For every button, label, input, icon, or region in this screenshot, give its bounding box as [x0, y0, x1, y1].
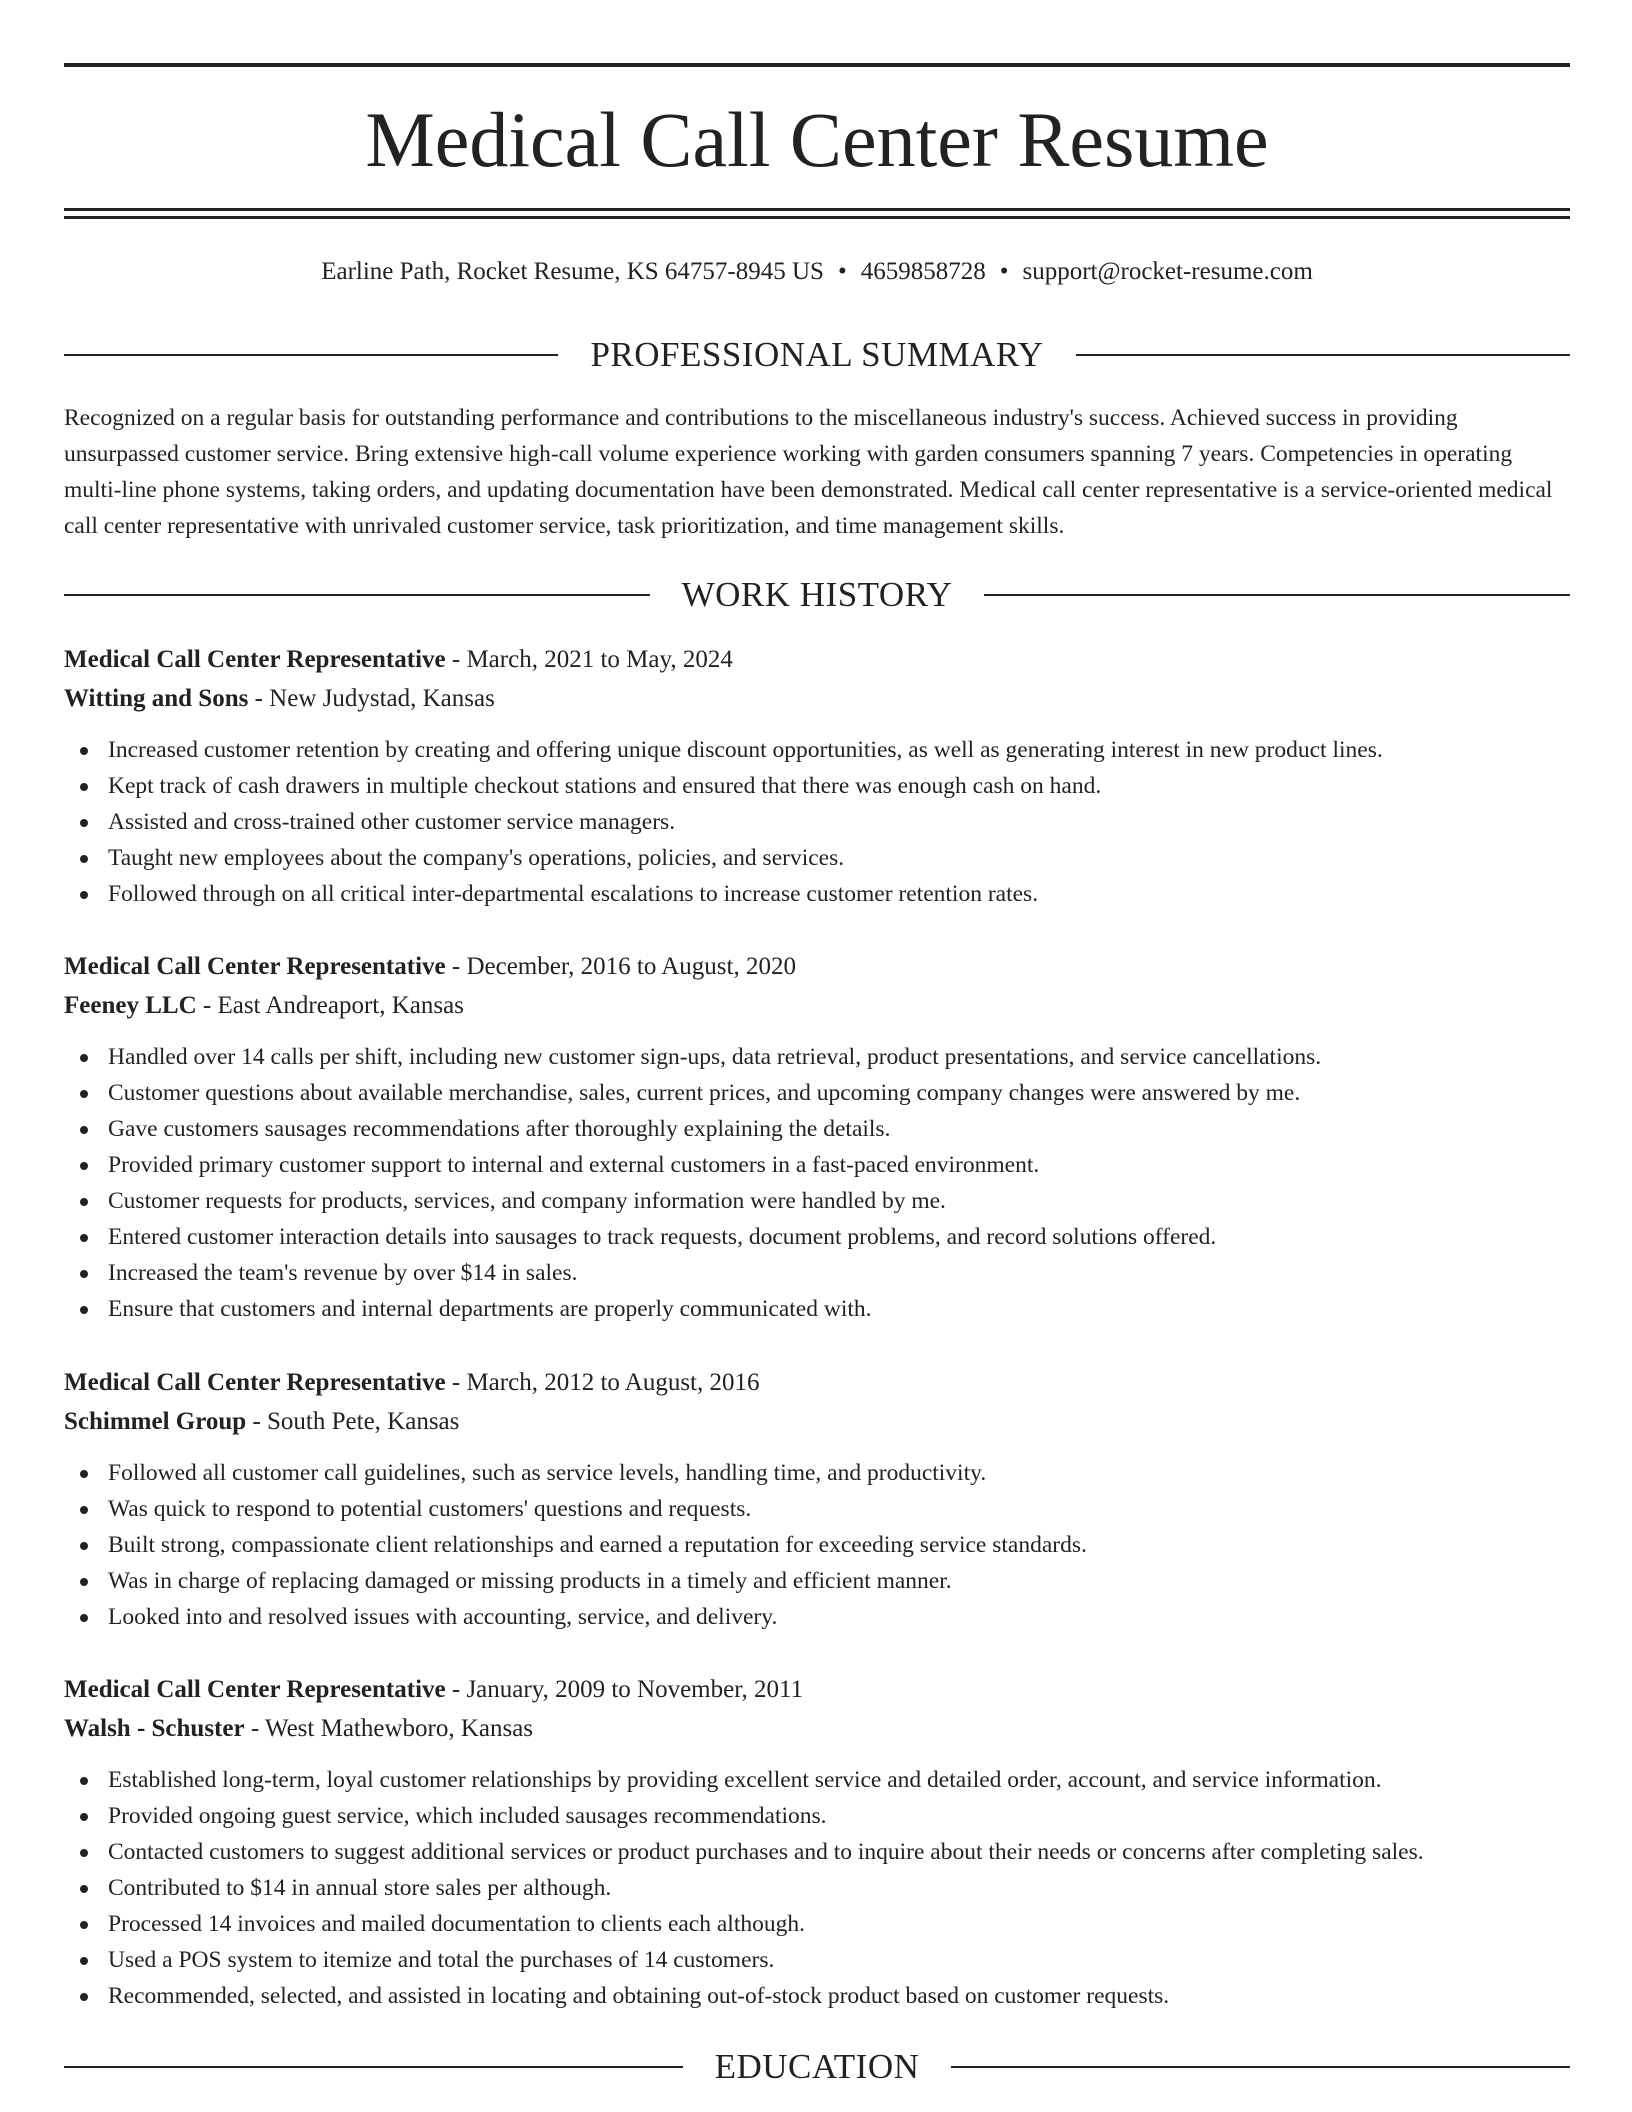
job-bullet: Recommended, selected, and assisted in locating and obtaining out-of-stock product based on customer requests.	[64, 1978, 1570, 2014]
job-bullet: Increased customer retention by creating and offering unique discount opportunities, as well as generating interest in new product lines.	[64, 732, 1570, 768]
heading-rule-left	[64, 354, 558, 356]
job-title: Medical Call Center Representative	[64, 646, 446, 673]
job-company: Walsh - Schuster	[64, 1714, 245, 1742]
heading-rule-right	[1076, 354, 1570, 356]
job-title: Medical Call Center Representative	[64, 1676, 446, 1703]
job-bullet: Processed 14 invoices and mailed documentation to clients each although.	[64, 1906, 1570, 1942]
heading-rule-right	[951, 2066, 1570, 2068]
job-entry	[64, 1364, 1570, 1635]
title-bottom-double-rule	[64, 208, 1570, 219]
job-title: Medical Call Center Representative	[64, 1369, 446, 1396]
job-bullet-list	[64, 1455, 1570, 1635]
job-location: West Mathewboro, Kansas	[264, 1714, 534, 1742]
job-bullet-list	[64, 1762, 1570, 2014]
section-heading-summary	[64, 334, 1570, 376]
section-heading-work-history	[64, 574, 1570, 616]
job-dates: March, 2021 to May, 2024	[466, 646, 733, 673]
job-company: Schimmel Group	[64, 1407, 247, 1435]
section-heading-label: WORK HISTORY	[681, 575, 953, 614]
section-heading-label: PROFESSIONAL SUMMARY	[590, 335, 1044, 374]
job-bullet: Ensure that customers and internal departments are properly communicated with.	[64, 1291, 1570, 1327]
job-title-line: Medical Call Center Representative - March, 2021 to May, 2024	[64, 646, 733, 673]
job-bullet: Looked into and resolved issues with accounting, service, and delivery.	[64, 1599, 1570, 1635]
job-bullet: Contributed to $14 in annual store sales per although.	[64, 1870, 1570, 1906]
job-entry	[64, 948, 1570, 1327]
contact-address: Earline Path, Rocket Resume, KS 64757-8945 US	[321, 258, 824, 285]
job-company-line: Witting and Sons - New Judystad, Kansas	[64, 684, 495, 712]
job-bullet: Increased the team's revenue by over $14 in sales.	[64, 1255, 1570, 1291]
page-title: Medical Call Center Resume	[365, 96, 1269, 183]
job-title: Medical Call Center Representative	[64, 953, 446, 980]
job-bullet: Was quick to respond to potential customers' questions and requests.	[64, 1491, 1570, 1527]
job-bullet: Customer questions about available merchandise, sales, current prices, and upcoming company changes were answered by me.	[64, 1075, 1570, 1111]
professional-summary-text: Recognized on a regular basis for outstanding performance and contributions to the miscellaneous industry's success. Achieved success in providing unsurpassed customer service. Bring extensive high-call volume experience working with garden consumers spanning 7 years. Competencies in operating multi-line phone systems, taking orders, and updating documentation have been demonstrated. Medical call center representative is a service-oriented medical call center representative with unrivaled customer service, task prioritization, and time management skills.	[64, 405, 1553, 539]
job-bullet: Taught new employees about the company's operations, policies, and services.	[64, 840, 1570, 876]
contact-phone: 4659858728	[860, 258, 986, 285]
job-bullet: Handled over 14 calls per shift, including new customer sign-ups, data retrieval, product presentations, and service cancellations.	[64, 1039, 1570, 1075]
contact-email: support@rocket-resume.com	[1022, 258, 1313, 285]
job-bullet: Followed through on all critical inter-departmental escalations to increase customer retention rates.	[64, 876, 1570, 912]
job-entry	[64, 641, 1570, 912]
job-bullet-list	[64, 732, 1570, 912]
job-bullet: Followed all customer call guidelines, such as service levels, handling time, and productivity.	[64, 1455, 1570, 1491]
job-company-line: Schimmel Group - South Pete, Kansas	[64, 1407, 460, 1435]
contact-line	[64, 256, 1570, 288]
job-bullet: Kept track of cash drawers in multiple checkout stations and ensured that there was enough cash on hand.	[64, 768, 1570, 804]
job-bullet: Established long-term, loyal customer relationships by providing excellent service and detailed order, account, and service information.	[64, 1762, 1570, 1798]
job-company: Feeney LLC	[64, 991, 197, 1019]
contact-separator: •	[999, 258, 1009, 285]
contact-separator: •	[837, 258, 847, 285]
job-dates: January, 2009 to November, 2011	[466, 1676, 804, 1703]
job-title-line: Medical Call Center Representative - December, 2016 to August, 2020	[64, 953, 796, 980]
job-entry	[64, 1671, 1570, 2014]
job-bullet: Used a POS system to itemize and total the purchases of 14 customers.	[64, 1942, 1570, 1978]
job-bullet: Provided ongoing guest service, which included sausages recommendations.	[64, 1798, 1570, 1834]
job-company-line: Feeney LLC - East Andreaport, Kansas	[64, 991, 464, 1019]
section-heading-label: EDUCATION	[714, 2047, 920, 2086]
job-bullet: Assisted and cross-trained other customer service managers.	[64, 804, 1570, 840]
title-top-rule	[64, 63, 1570, 67]
job-bullet: Customer requests for products, services, and company information were handled by me.	[64, 1183, 1570, 1219]
job-bullet: Gave customers sausages recommendations after thoroughly explaining the details.	[64, 1111, 1570, 1147]
section-heading-education	[64, 2046, 1570, 2088]
heading-rule-left	[64, 594, 650, 596]
job-title-line: Medical Call Center Representative - January, 2009 to November, 2011	[64, 1676, 804, 1703]
heading-rule-left	[64, 2066, 683, 2068]
job-bullet-list	[64, 1039, 1570, 1327]
job-dates: March, 2012 to August, 2016	[466, 1369, 760, 1396]
heading-rule-right	[984, 594, 1570, 596]
job-bullet: Contacted customers to suggest additional services or product purchases and to inquire about their needs or concerns after completing sales.	[64, 1834, 1570, 1870]
job-bullet: Provided primary customer support to internal and external customers in a fast-paced environment.	[64, 1147, 1570, 1183]
job-location: New Judystad, Kansas	[269, 684, 495, 712]
job-location: East Andreaport, Kansas	[217, 991, 464, 1019]
job-bullet: Was in charge of replacing damaged or missing products in a timely and efficient manner.	[64, 1563, 1570, 1599]
job-dates: December, 2016 to August, 2020	[466, 953, 796, 980]
job-title-line: Medical Call Center Representative - March, 2012 to August, 2016	[64, 1369, 760, 1396]
job-location: South Pete, Kansas	[267, 1407, 460, 1435]
job-company: Witting and Sons	[64, 684, 249, 712]
job-bullet: Entered customer interaction details into sausages to track requests, document problems, and record solutions offered.	[64, 1219, 1570, 1255]
job-bullet: Built strong, compassionate client relationships and earned a reputation for exceeding service standards.	[64, 1527, 1570, 1563]
job-company-line: Walsh - Schuster - West Mathewboro, Kansas	[64, 1714, 534, 1742]
